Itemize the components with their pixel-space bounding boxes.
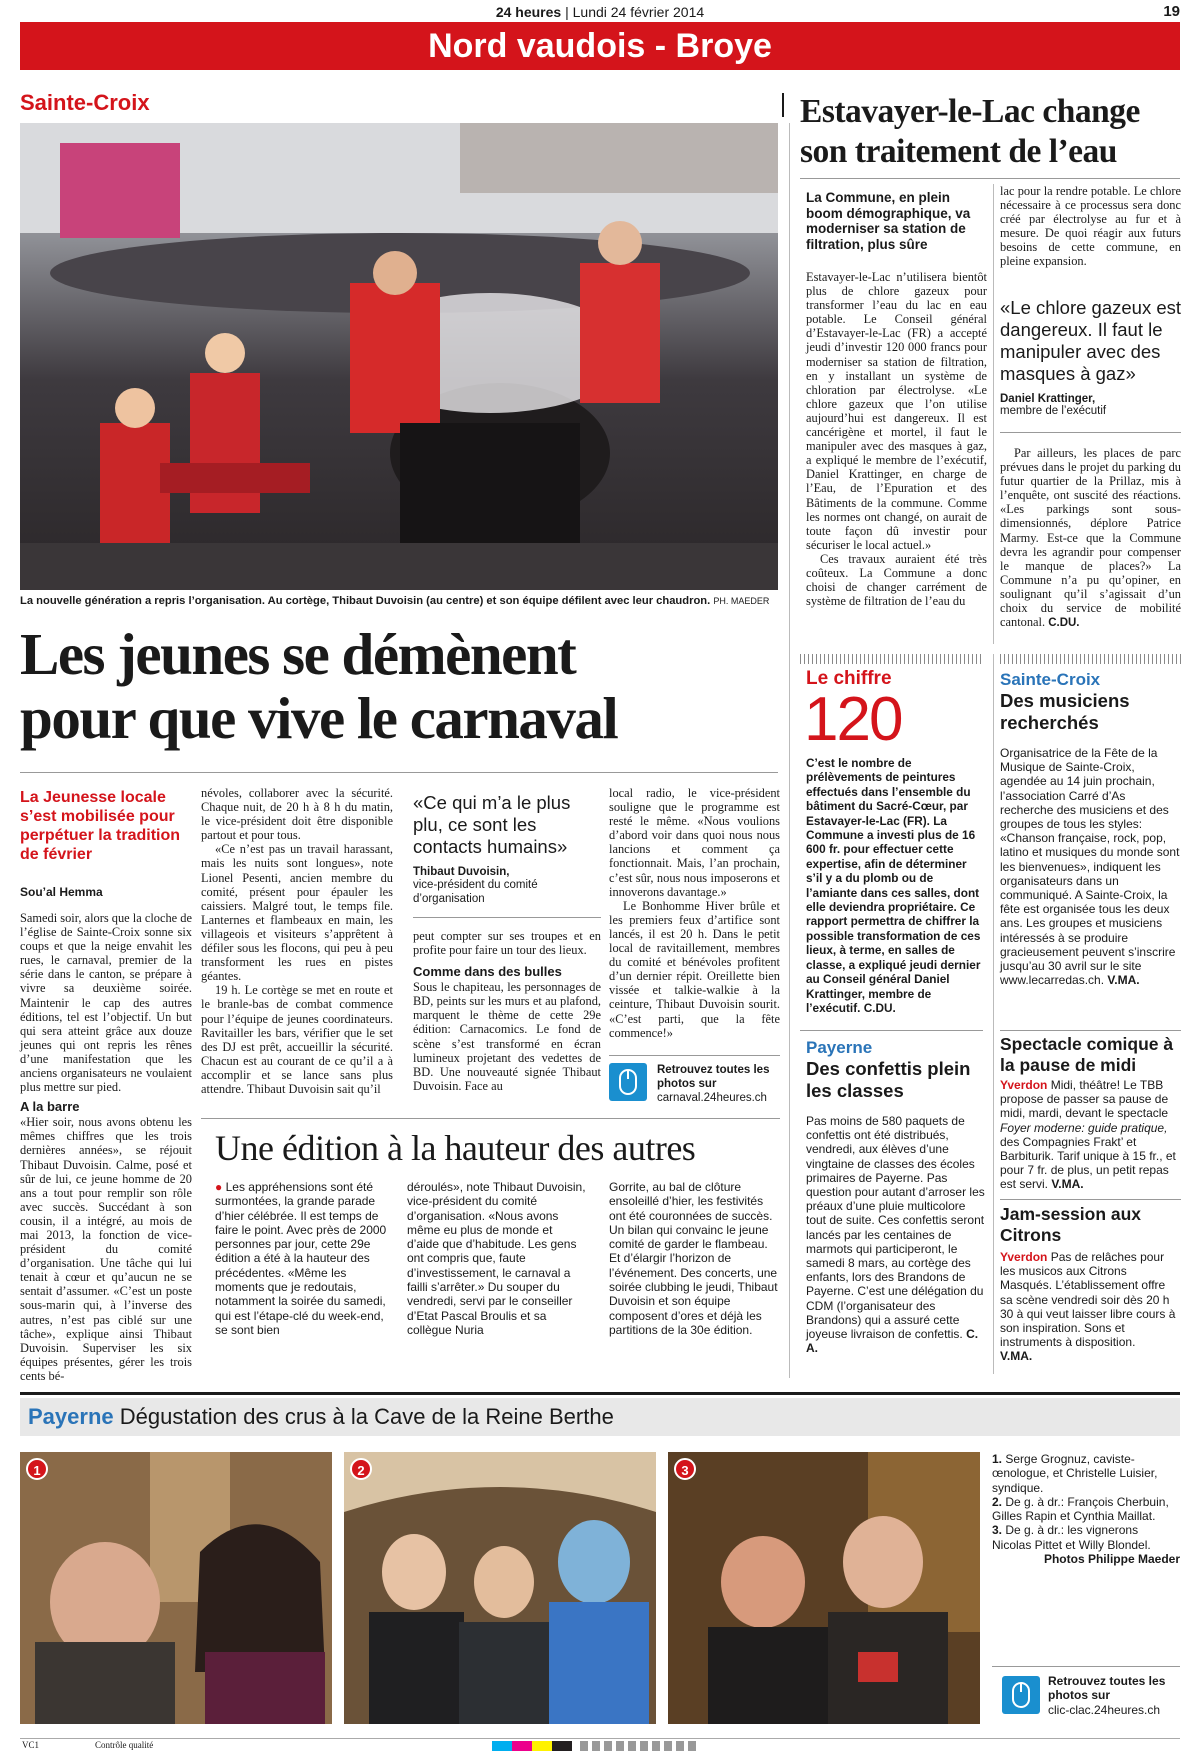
chiffre-label: Le chiffre (806, 668, 892, 689)
jam-text: Yverdon Pas de relâches pour les musicos aux Citrons Masqués. L’établissement offre sa scène vendredi soir dès 20 h 30 à qui veut laisser libre cours à son inspiration. Sons et instruments à disposition. V.MA. (1000, 1250, 1176, 1364)
estavayer-signature: C.DU. (1048, 617, 1080, 630)
chiffre-number: 120 (804, 685, 902, 754)
musiciens-signature: V.MA. (1107, 973, 1140, 988)
byline: Sou’al Hemma (20, 885, 103, 899)
footer-quality: Contrôle qualité (95, 1740, 154, 1750)
edition-col-2: déroulés», note Thibaut Duvoisin, vice-président du comité d’organisation. «Nous avons même eu plus de monde et d’aide que d’habitude. Les gens ont compris que, faute d’investissement, le carnaval a failli s’arrêter.» Du souper du vendredi, servi par le conseiller d’Etat Pascal Broulis et sa collègue Nuria (407, 1180, 586, 1337)
spectacle-text: Yverdon Midi, théâtre! Le TBB propose de passer sa pause de midi, mardi, devant le spectacle Foyer moderne: guide pratique, des Compagnies Frakt’ et Barbiturik. Tarif unique à 15 fr., et pour 7 fr. de plus, un petit repas est servi. V.MA. (1000, 1078, 1176, 1192)
confettis-text: Pas moins de 580 paquets de confettis ont été distribués, vendredi, aux élèves d’une vingtaine de classes des écoles primaires de Payerne. Pas question pour autant d’arroser les préaux d’une pluie multicolore tout de suite. Ces confettis seront lancés par les centaines de marmots qui participeront, le samedi 8 mars, au cortège des enfants, lors des Brandons de Payerne. C’est une délégation du CDM (l’organisateur des Brandons) qui a assuré cette joyeuse livraison de confettis. C. A. (806, 1114, 985, 1356)
confettis-headline: Des confettis plein les classes (806, 1058, 971, 1101)
badge-3: 3 (674, 1458, 696, 1480)
main-col-4: local radio, le vice-président souligne que le programme est resté le même. «Nous voulions d’abord voir dans quoi nous nous lancions et comment ça fonctionnait. Mais, l’an prochain, c’est sûr, nous nous imposerons et innoverons davantage.» Le Bonhomme Hiver brûle et les premiers feux d’artifice sont lancés, il est 20 h. Dans le petit local de ravitaillement, membres du comité et bénévoles profitent d’un dernier répit. Oreillette bien vissée et talkie-walkie à la ceinture, Thibaut Duvoisin sourit. «C’est parti, que la fête commence!» (609, 786, 780, 1040)
paper-name: 24 heures (495, 4, 562, 20)
section-banner (20, 22, 1180, 70)
estavayer-col-2b: Par ailleurs, les places de parc prévues dans le projet du parking du futur quartier de la Prillaz, mis à l’enquête, ont suscité des réactions. «Les parkings sont sous-dimensionnés, déplore Patrice Marmy. Est-ce que la Commune devra les agrandir pour compenser le manque de places?» La Commune n’a pu qu’opiner, en soulignant qu’il s’agissait d’un choix du service de mobilité cantonal. C.DU. (1000, 446, 1181, 630)
main-col-1: Samedi soir, alors que la cloche de l’église de Sainte-Croix sonne six coups et que la neige envahit les rues, le carnaval, premier de la série dans le canton, se prépare à vivre sa deuxième soirée. Maintenir le cap des autres éditions, tel est l’objectif. Un but qui sera atteint grâce aux douze jeunes qui ont repris les rênes d’une manifestation que les anciens organisateurs ne voulaient plus mettre sur pied. A la barre «Hier soir, nous avons obtenu les mêmes chiffres que les trois dernières années», se réjouit Thibaut Duvoisin. Calme, posé et sûr de lui, ce jeune homme de 20 ans a tout pour remplir son rôle avec succès. Succédant à son cousin, il a intégré, au mois de mai 2013, la fonction de vice-président du comité d’organisation. Une tâche qui lui tenait à cœur et qu’aucun ne se sentait d’assumer. «C’est un poste sous-marin qui, à l’inverse des autres, n’est pas ciblé sur une tâche», explique ainsi Thibaut Duvoisin. Superviser les six équipes présentes, gérer les trois cents bé- (20, 911, 192, 1383)
mouse-icon (609, 1063, 647, 1101)
gallery-title: Dégustation des crus à la Cave de la Reine Berthe (119, 1404, 614, 1429)
quote-role: vice-président du comité d’organisation (413, 879, 538, 905)
confettis-kicker: Payerne (806, 1038, 873, 1057)
bullet-dot: ● (215, 1180, 223, 1194)
spectacle-signature: V.MA. (1051, 1177, 1084, 1192)
footer-code: VC1 (22, 1740, 40, 1750)
photo-caption: La nouvelle génération a repris l’organisation. Au cortège, Thibaut Duvoisin (au centre) et son équipe défilent avec leur chaudron. PH. MAEDER (20, 595, 770, 607)
estavayer-headline: Estavayer-le-Lac change son traitement de l’eau (800, 93, 1140, 170)
musiciens-headline: Des musiciens recherchés (1000, 690, 1130, 733)
badge-2: 2 (350, 1458, 372, 1480)
gallery-band (20, 1398, 1180, 1436)
main-deck: La Jeunesse locale s’est mobilisée pour perpétuer la tradition de février (20, 789, 181, 863)
main-col-3: peut compter sur ses troupes et en profite pour faire un tour des lieux. Comme dans des bulles Sous le chapiteau, les personnages de BD, peints sur les murs et au plafond, marquent le thème de cette 29e édition: Carnacomics. Le fond de scène s’est transformé en écran lumineux projetant des vedettes de BD. Une nouveauté signée Thibaut Duvoisin. Face au (413, 929, 601, 1093)
gallery-captions: 1. Serge Grognuz, caviste-œnologue, et Christelle Luisier, syndique. 2. De g. à dr.: François Cherbuin, Gilles Rapin et Cynthia Maillat. 3. De g. à dr.: les vignerons Nicolas Pittet et Willy Blondel. Photos Philippe Maeder (992, 1452, 1180, 1567)
badge-1: 1 (26, 1458, 48, 1480)
jam-place: Yverdon (1000, 1250, 1048, 1264)
chiffre-text: C’est le nombre de prélèvements de peintures effectués dans l’ensemble du bâtiment du Sacré-Cœur, par Estavayer-le-Lac (FR). La Commune a investi plus de 16 600 fr. pour effectuer cette expertise, afin de déterminer s’il y a du plomb ou de l’amiante dans ces salles, dont elle deviendra propriétaire. Ce rapport permettra de chiffrer la possible transformation de ces lieux, à terme, en salles de classe, a expliqué jeudi dernier au Conseil général Daniel Krattinger, membre de l’exécutif. C.DU. (806, 756, 981, 1015)
mouse-icon (1002, 1676, 1040, 1714)
main-headline: Les jeunes se démènent pour que vive le carnaval (20, 621, 618, 751)
edition-headline: Une édition à la hauteur des autres (215, 1128, 696, 1168)
gallery-kicker: Payerne (28, 1404, 114, 1429)
gallery-photo-3[interactable] (668, 1452, 980, 1724)
page-number: 19 (1163, 3, 1180, 20)
estavayer-deck: La Commune, en plein boom démographique, va moderniser sa station de filtration, plus sûre (806, 190, 971, 252)
gallery-photo-1[interactable] (20, 1452, 332, 1724)
gray-bar (580, 1741, 700, 1751)
carnaval-url: carnaval.24heures.ch (657, 1092, 767, 1104)
carnaval-web-link[interactable]: Retrouvez toutes les photos sur carnaval.24heures.ch (609, 1061, 780, 1111)
estavayer-quote-role: membre de l’exécutif (1000, 405, 1107, 417)
estavayer-col-1: Estavayer-le-Lac n’utilisera bientôt plus de chlore gazeux pour transformer l’eau du lac en eau potable. Le Conseil général d’Estavayer-le-Lac (FR) a accepté jeudi d’investir 120 000 francs pour moderniser sa station de filtration, en y installant un système de chloration par électrolyse. «Le chlore gazeux que l’on utilise aujourd’hui est dangereux. Il est cancérigène et mortel, il faut le manipuler avec des masques à gaz, a expliqué le membre de l’exécutif, Daniel Krattinger, en charge de l’Eau, de l’Epuration et des Bâtiments de la commune. Comme les normes ont changé, on aurait de toute façon dû investir pour sécuriser le local actuel.» Ces travaux auraient été très coûteux. La Commune a donc choisi de changer carrément de système de filtration de l’eau du (806, 270, 987, 609)
clic-clac-url: clic-clac.24heures.ch (1048, 1702, 1161, 1717)
edition-col-1: ● Les appréhensions sont été surmontées, la grande parade d’hier célébrée. Il est temps de faire le point. Avec près de 2000 personnes par jour, cette 29e édition a été à la hauteur des précédentes. «Même les moments que je redoutais, notamment la soirée du samedi, qui est l’étape-clé du week-end, se sont bien (215, 1180, 387, 1337)
jam-signature: V.MA. (1000, 1349, 1033, 1364)
masthead-line: 24 heures | Lundi 24 février 2014 19 (495, 3, 1180, 20)
subhead-a-la-barre: A la barre (20, 1099, 80, 1115)
chiffre-signature: C.DU. (863, 1000, 896, 1015)
main-col-2: névoles, collaborer avec la sécurité. Chaque nuit, de 20 h à 8 h du matin, le vice-président doit être disponible partout et pour tous. «Ce n’est pas un travail harassant, mais les nuits sont longues», note Lionel Pesenti, ancien membre du comité, présent pour épauler les caissiers. Malgré tout, le temps file. Lanternes et flambeaux en main, les villageois et visiteurs s’apprêtent à défiler sous les flocons, qui peu à peu transforment les rues en pistes géantes. 19 h. Le cortège se met en route et le branle-bas de combat commence pour l’équipe de jeunes coordinateurs. Ravitailler les bars, vérifier que le set des DJ est prêt, accueillir la sécurité. Chacun est au courant de ce qu’il a à accomplir et se lance sans plus attendre. Thibaut Duvoisin sait qu’il (201, 786, 393, 1096)
photo-credit: PH. MAEDER (713, 596, 770, 606)
gallery-credit: Photos Philippe Maeder (1043, 1552, 1180, 1567)
estavayer-quote: «Le chlore gazeux est dangereux. Il faut le manipuler avec des masques à gaz» Daniel Krattinger, membre de l’exécutif (1000, 297, 1182, 417)
edition-col-3: Gorrite, au bal de clôture ensoleillé d’hier, les festivités ont été couronnées de succès. Un bilan qui convainc le jeune comité de garder le flambeau. Et d’élargir l’horizon de l’événement. Des concerts, une soirée clubbing le jeudi, Thibaut Duvoisin et son équipe composent d’ores et déjà les partitions de la 30e édition. (609, 1180, 778, 1337)
section-title: Nord vaudois - Broye (428, 27, 772, 65)
jam-headline: Jam-session aux Citrons (1000, 1204, 1142, 1245)
musiciens-kicker: Sainte-Croix (1000, 670, 1101, 689)
confettis-signature: C. A. (806, 1327, 979, 1356)
subhead-bulles: Comme dans des bulles (413, 964, 562, 980)
musiciens-text: Organisatrice de la Fête de la Musique de Sainte-Croix, agendée au 14 juin prochain, l’association Carré d’As recherche des musiciens et des groupes de tous les styles: «Chanson française, rock, pop, latino et musiques du monde sont les bienvenues», indiquent les organisateurs dans un communiqué. A Sainte-Croix, la fête est organisée tous les deux ans. Les groupes et musiciens intéressés à se produire gracieusement peuvent s’inscrire jusqu’au 30 avril sur le site www.lecarredas.ch. V.MA. (1000, 746, 1180, 988)
issue-date: Lundi 24 février 2014 (572, 4, 705, 20)
quote-name: Thibaut Duvoisin, (413, 866, 510, 878)
gallery-web-link[interactable]: Retrouvez toutes les photos sur clic-clac.24heures.ch (1002, 1674, 1180, 1722)
color-bar (492, 1741, 572, 1751)
gallery-photo-2[interactable] (344, 1452, 656, 1724)
estavayer-quote-name: Daniel Krattinger, (1000, 393, 1096, 405)
main-kicker: Sainte-Croix (20, 90, 150, 115)
pull-quote: «Ce qui m’a le plus plu, ce sont les contacts humains» Thibaut Duvoisin, vice-président du comité d’organisation (413, 792, 601, 906)
carnival-photo (20, 123, 778, 590)
spectacle-headline: Spectacle comique à la pause de midi (1000, 1034, 1174, 1075)
spectacle-place: Yverdon (1000, 1078, 1048, 1092)
estavayer-col-2a: lac pour la rendre potable. Le chlore nécessaire à ce processus sera donc créé par électrolyse au fur et à mesure. De quoi réagir aux futurs besoins de cette commune, en pleine expansion. (1000, 184, 1181, 269)
